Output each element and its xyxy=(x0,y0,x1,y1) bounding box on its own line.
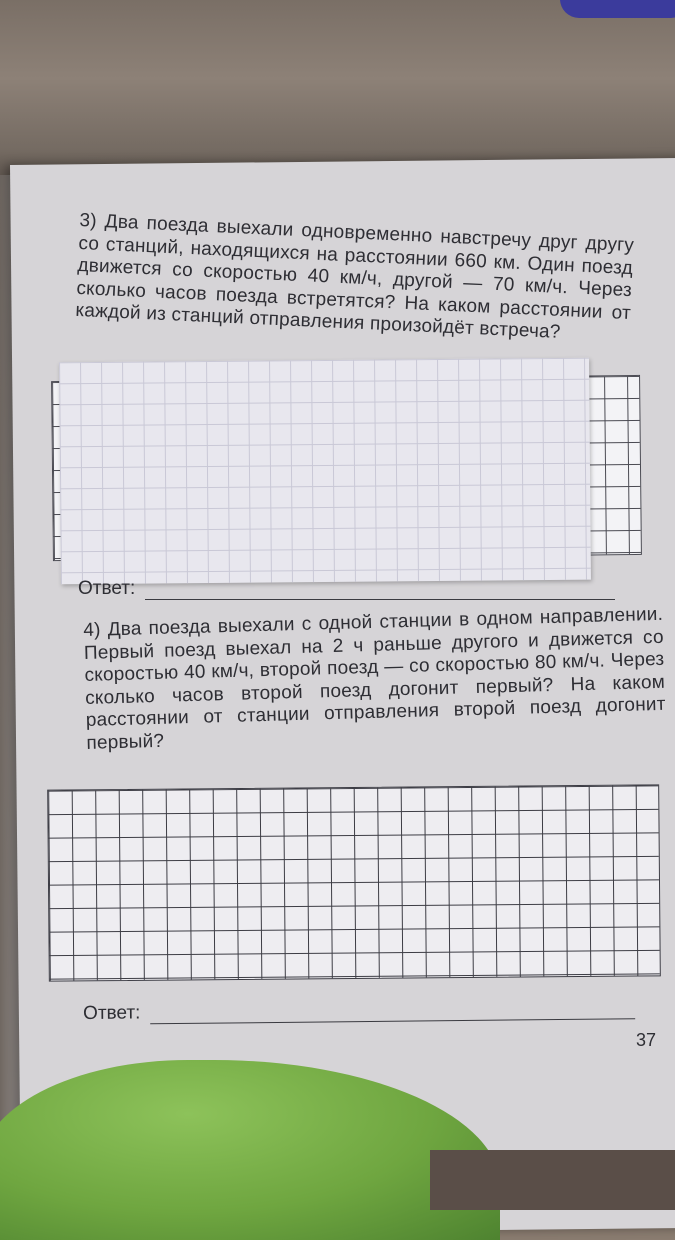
desk-surface xyxy=(0,0,675,175)
problem-3-text: 3) Два поезда выехали одновременно навстречу друг другу со станций, находящихся на расстоянии 660 км. Один поезд движется со скоростью 40 км/ч, другой — 70 км/ч. Через сколько часов поезда встретятся? На каком расстоянии от каждой из станций отправления произойдёт встреча? xyxy=(74,210,635,343)
problem-4-text: 4) Два поезда выехали с одной станции в одном направлении. Первый поезд выехал на 2 ч раньше другого и движется со скоростью 40 км/ч, второй поезд — со скоростью 80 км/ч. Через сколько часов второй поезд догонит первый? На каком расстоянии от станции отправления второй поезд догонит первый? xyxy=(83,603,666,754)
answer-line[interactable] xyxy=(145,585,615,600)
problem-3-answer xyxy=(78,578,615,600)
problem-4-grid[interactable] xyxy=(47,784,661,981)
answer-label: Ответ: xyxy=(83,1002,141,1024)
dark-surface xyxy=(430,1150,675,1210)
loose-grid-paper xyxy=(59,358,591,585)
blue-object xyxy=(560,0,675,18)
answer-label: Ответ: xyxy=(78,578,136,599)
page-number: 37 xyxy=(636,1030,657,1050)
